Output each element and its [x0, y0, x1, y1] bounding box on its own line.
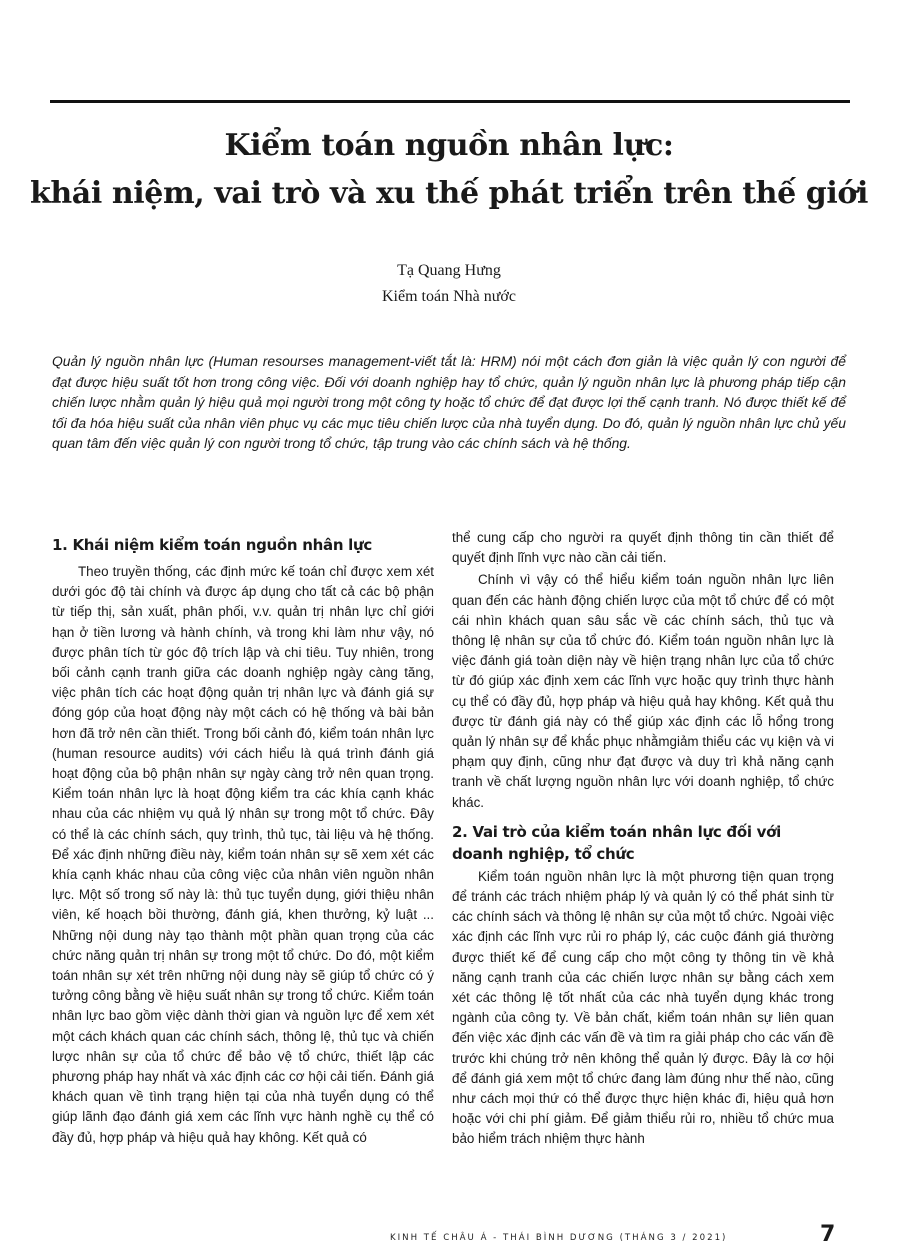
- section-1-paragraph-1: Theo truyền thống, các định mức kế toán chỉ được xem xét dưới góc độ tài chính và được áp dụng cho tất cả các bộ phận từ tiếp thị, sản xuất, phân phối, v.v. quản trị nhân lực chỉ giới hạn ở tiền lương và hành chính, và trong khi làm như vậy, nó được phân tích từ góc độ trích lập và chi tiêu. Tuy nhiên, trong bối cảnh cạnh tranh giữa các doanh nghiệp ngày càng tăng, việc phân tích các hoạt động quản trị nhân lực và đánh giá sự đóng góp của hoạt động này một cách có hệ thống và bài bản hơn đã trở nên cần thiết. Trong bối cảnh đó, kiểm toán nhân lực (human resource audits) với cách hiểu là quá trình đánh giá hoạt động của bộ phận nhân sự ngày càng trở nên quan trọng. Kiểm toán nhân lực là hoạt động kiểm tra các khía cạnh khác nhau của các nhiệm vụ quả lý nhân sự trong một tổ chức. Đây có thể là các chính sách, quy trình, thủ tục, tài liệu và hệ thống. Để xác định những điều này, kiểm toán nhân sự sẽ xem xét các khía cạnh khác nhau của công việc của nhân viên nguồn nhân lực. Một số trong số này là: thủ tục tuyển dụng, giới thiệu nhân viên, kế hoạch bồi thường, đánh giá, khen thưởng, kỷ luật ... Những nội dung này tạo thành một phần quan trọng của các chức năng quản trị nhân sự trong một tổ chức. Do đó, một kiểm toán nhân sự xét trên những nội dung này sẽ giúp tổ chức có ý tưởng công bằng về hiệu suất nhân sự trong tổ chức. Kiểm toán nhân lực bao gồm việc dành thời gian và nguồn lực để xem xét một cách khách quan các chính sách, thông lệ, thủ tục và chiến lược nhân sự của tổ chức để bảo vệ tổ chức, thiết lập các phương pháp hay nhất và xác định các cơ hội cải tiến. Đánh giá khách quan về tình trạng hiện tại của nhà tuyển dụng có thể giúp lãnh đạo đánh giá xem các lĩnh vực hành nghề cụ thể có đầy đủ, hợp pháp và hiệu quả hay không. Kết quả có: [52, 564, 434, 1145]
- section-1-paragraph-2: Chính vì vậy có thể hiểu kiểm toán nguồn nhân lực liên quan đến các hành động chiến lược của một tổ chức để có một cái nhìn khách quan sâu sắc về các chính sách, thủ tục và thông lệ nhân sự của tổ chức đó. Kiểm toán nguồn nhân lực là việc đánh giá toàn diện này về hiện trạng nhân lực của tổ chức từ đó giúp xác định xem các lĩnh vực hoặc quy trình thực hành cụ thể có đầy đủ, hợp pháp và hiệu quả hay không. Kết quả thu được từ đánh giá này có thể giúp xác định các lỗ hổng trong quản lý nhân sự để khắc phục nhằmgiảm thiểu các vụ kiện và vi phạm quy định, cũng như đạt được và duy trì khả năng cạnh tranh về chất lượng nguồn nhân lực với doanh nghiệp, tổ chức khác.: [452, 572, 834, 810]
- left-column: [52, 528, 434, 1148]
- section-2-heading: 2. Vai trò của kiểm toán nhân lực đối với doanh nghiệp, tổ chức: [452, 822, 781, 863]
- journal-footer: KINH TẾ CHÂU Á - THÁI BÌNH DƯƠNG (THÁNG 3 / 2021): [390, 1233, 728, 1243]
- article-title-line2: khái niệm, vai trò và xu thế phát triển trên thế giới: [29, 176, 868, 211]
- section-1-heading: 1. Khái niệm kiểm toán nguồn nhân lực: [52, 536, 372, 554]
- article-title-line1: Kiểm toán nguồn nhân lực:: [224, 128, 674, 163]
- right-column: [452, 528, 834, 1150]
- author-name: Tạ Quang Hưng: [397, 262, 501, 279]
- page-number: 7: [820, 1222, 836, 1247]
- section-2-paragraph-1: Kiểm toán nguồn nhân lực là một phương tiện quan trọng để tránh các trách nhiệm pháp lý và quản lý có thể phát sinh từ các chính sách và thông lệ nhân sự của một tổ chức. Ngoài việc xác định các lĩnh vực rủi ro pháp lý, các cuộc đánh giá thường được thiết kế để cung cấp cho một công ty thông tin về khả năng cạnh tranh của các chiến lược nhân sự bằng cách xem xét các thông lệ tốt nhất của các nhà tuyển dụng khác trong ngành của công ty. Về bản chất, kiểm toán nhân sự liên quan đến việc xác định các vấn đề và tìm ra giải pháp cho các vấn đề trước khi chúng trở nên không thể quản lý được. Đây là cơ hội để đánh giá xem một tổ chức đang làm đúng như thế nào, cũng như cách mọi thứ có thể được thực hiện khác đi, hiệu quả hơn hoặc với chi phí giảm. Để giảm thiểu rủi ro, nhiều tổ chức mua bảo hiểm trách nhiệm thực hành: [452, 868, 834, 1147]
- section-1-paragraph-1-continued: thể cung cấp cho người ra quyết định thông tin cần thiết để quyết định lĩnh vực nào cần cải tiến.: [452, 530, 834, 566]
- abstract: Quản lý nguồn nhân lực (Human resourses management-viết tắt là: HRM) nói một cách đơn giản là việc quản lý con người để đạt được hiệu suất tốt hơn trong công việc. Đối với doanh nghiệp hay tổ chức, quản lý nguồn nhân lực là phương pháp tiếp cận chiến lược nhằm quản lý hiệu quả mọi người trong một công ty hoặc tổ chức để đạt được lợi thế cạnh tranh. Nó được thiết kế để tối đa hóa hiệu suất của nhân viên phục vụ các mục tiêu chiến lược của nhà tuyển dụng. Do đó, quản lý nguồn nhân lực chủ yếu quan tâm đến việc quản lý con người trong tổ chức, tập trung vào các chính sách và hệ thống.: [52, 353, 846, 452]
- top-rule: [50, 100, 850, 103]
- author-affiliation: Kiểm toán Nhà nước: [382, 288, 516, 305]
